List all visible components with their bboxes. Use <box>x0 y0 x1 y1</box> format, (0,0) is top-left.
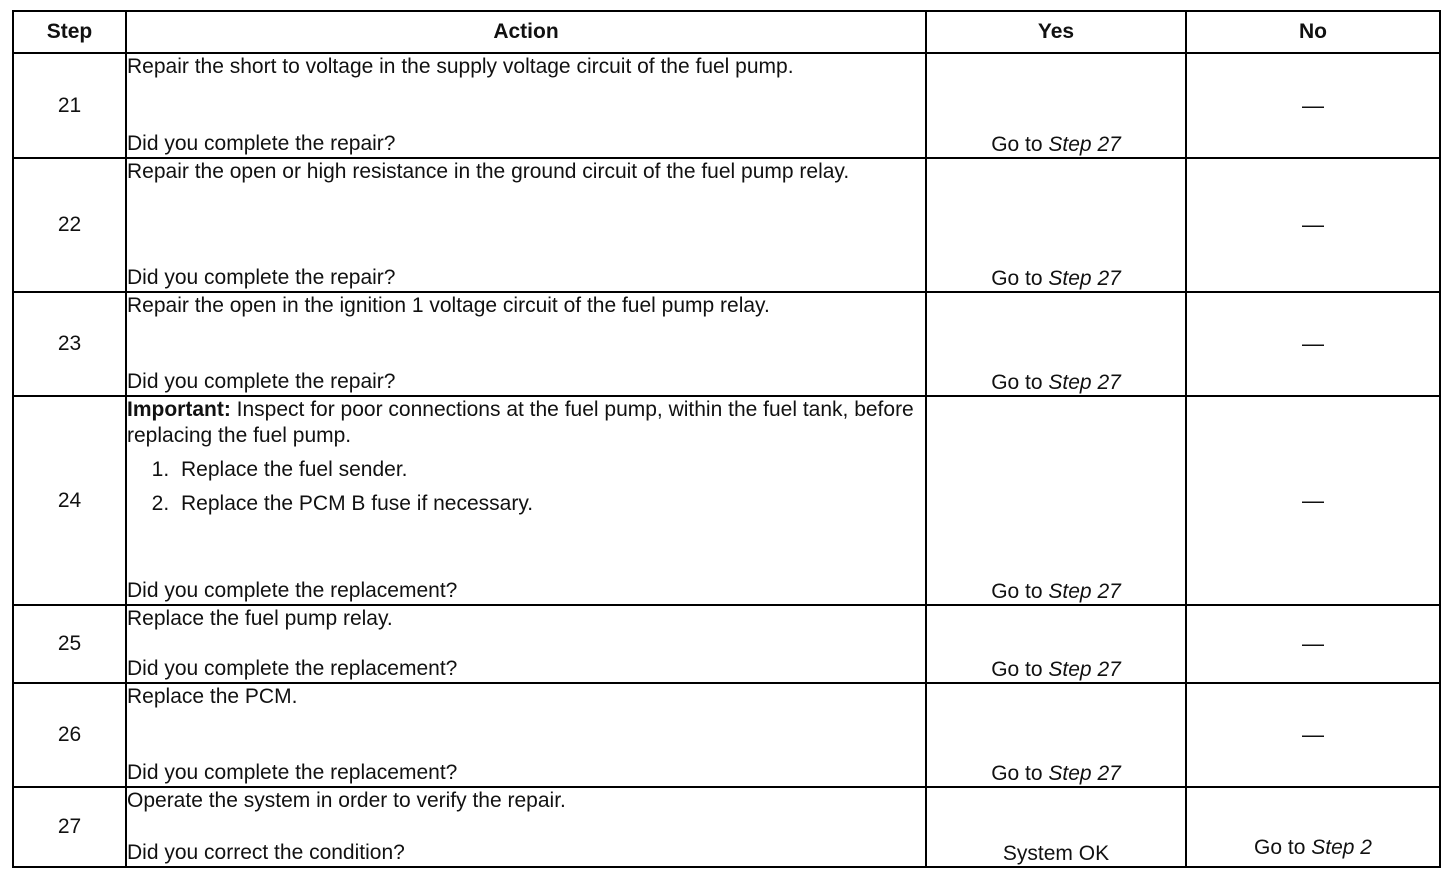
step-number: 25 <box>13 605 126 683</box>
go-to-label: Go to <box>1254 836 1306 859</box>
no-dash: — <box>1302 487 1324 513</box>
no-dash: — <box>1302 331 1324 357</box>
go-to-label: Go to <box>991 133 1043 157</box>
no-dash: — <box>1302 212 1324 238</box>
table-row <box>13 605 1440 683</box>
action-cell <box>126 787 926 867</box>
step-number: 23 <box>13 292 126 396</box>
no-cell <box>1186 683 1440 787</box>
no-step-ref: Step 2 <box>1311 836 1372 859</box>
no-cell <box>1186 292 1440 396</box>
yes-cell <box>926 683 1186 787</box>
no-cell <box>1186 605 1440 683</box>
yes-cell <box>926 787 1186 867</box>
yes-step-ref: Step 27 <box>1048 133 1121 157</box>
question-text: Did you complete the repair? <box>127 266 396 290</box>
header-step: Step <box>13 11 126 53</box>
action-cell <box>126 53 926 158</box>
go-to-label: Go to <box>991 267 1043 291</box>
table-row <box>13 292 1440 396</box>
action-text: Operate the system in order to verify the repair. <box>127 788 566 812</box>
action-text: Replace the fuel pump relay. <box>127 606 393 630</box>
question-text: Did you complete the replacement? <box>127 760 458 784</box>
step-number: 26 <box>13 683 126 787</box>
yes-cell <box>926 158 1186 292</box>
no-cell <box>1186 396 1440 604</box>
list-item: 1. Replace the fuel sender. <box>175 457 925 483</box>
header-action: Action <box>126 11 926 53</box>
question-text: Did you complete the repair? <box>127 370 396 394</box>
go-to-label: Go to <box>991 579 1043 603</box>
action-cell <box>126 158 926 292</box>
action-text: Repair the open or high resistance in the ground circuit of the fuel pump relay. <box>127 160 850 184</box>
list-item: 2. Replace the PCM B fuse if necessary. <box>175 491 925 517</box>
action-cell <box>126 292 926 396</box>
system-ok-text: System OK <box>1002 842 1110 865</box>
header-no: No <box>1186 11 1440 53</box>
important-text: Inspect for poor connections at the fuel pump, within the fuel tank, before replacing the fuel pump. <box>127 398 914 448</box>
yes-cell <box>926 292 1186 396</box>
go-to-label: Go to <box>991 761 1043 785</box>
question-text: Did you complete the replacement? <box>127 656 458 680</box>
step-number: 27 <box>13 787 126 867</box>
action-text: Repair the short to voltage in the supply voltage circuit of the fuel pump. <box>127 55 794 78</box>
important-note <box>127 397 925 449</box>
yes-step-ref: Step 27 <box>1048 761 1121 785</box>
important-label: Important: <box>127 398 231 422</box>
action-cell <box>126 683 926 787</box>
no-cell <box>1186 787 1440 867</box>
question-text: Did you complete the repair? <box>127 132 396 156</box>
go-to-label: Go to <box>991 657 1043 681</box>
no-dash: — <box>1302 92 1324 118</box>
action-text: Replace the PCM. <box>127 684 298 708</box>
no-cell <box>1186 53 1440 158</box>
yes-step-ref: Step 27 <box>1048 657 1121 681</box>
action-text: Repair the open in the ignition 1 voltage circuit of the fuel pump relay. <box>127 294 770 318</box>
table-row <box>13 683 1440 787</box>
yes-cell <box>926 605 1186 683</box>
question-text: Did you correct the condition? <box>127 841 405 864</box>
no-cell <box>1186 158 1440 292</box>
step-number: 24 <box>13 396 126 604</box>
header-yes: Yes <box>926 11 1186 53</box>
yes-step-ref: Step 27 <box>1048 267 1121 291</box>
replacement-list <box>127 457 925 525</box>
step-number: 22 <box>13 158 126 292</box>
diagnostic-table <box>12 10 1441 868</box>
yes-cell <box>926 53 1186 158</box>
table-row <box>13 53 1440 158</box>
question-text: Did you complete the replacement? <box>127 578 458 602</box>
table-row <box>13 158 1440 292</box>
action-cell <box>126 605 926 683</box>
go-to-label: Go to <box>991 371 1043 395</box>
yes-step-ref: Step 27 <box>1048 371 1121 395</box>
yes-cell <box>926 396 1186 604</box>
no-dash: — <box>1302 721 1324 747</box>
action-cell <box>126 396 926 604</box>
table-row <box>13 787 1440 867</box>
header-row <box>13 11 1440 53</box>
step-number: 21 <box>13 53 126 158</box>
yes-step-ref: Step 27 <box>1048 579 1121 603</box>
table-row <box>13 396 1440 604</box>
no-dash: — <box>1302 630 1324 656</box>
